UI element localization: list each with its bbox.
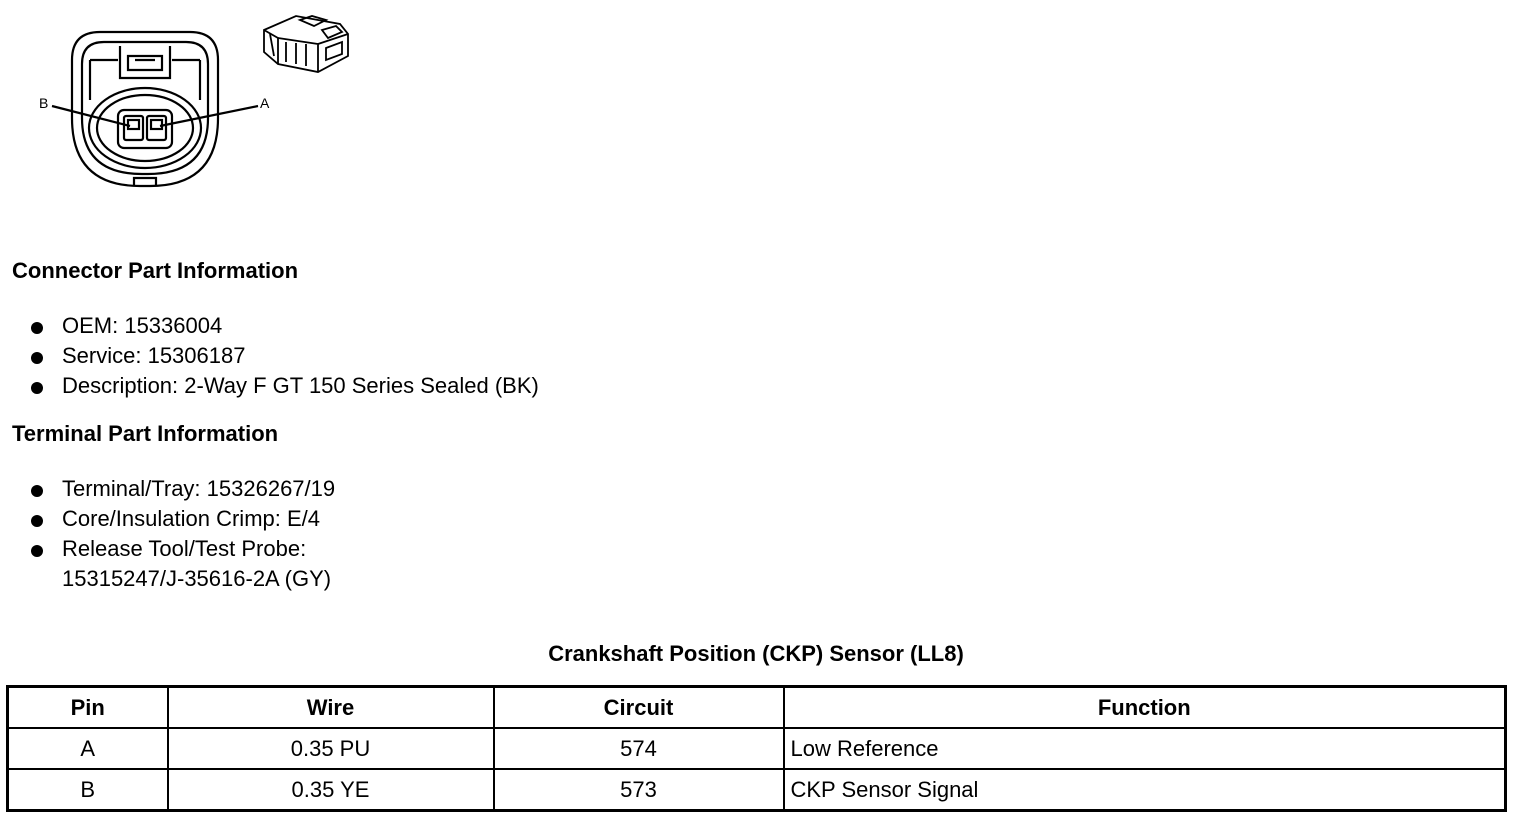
column-header-pin: Pin: [8, 687, 168, 729]
cell-function: Low Reference: [784, 728, 1506, 769]
table-row: [8, 769, 1506, 811]
pin-table-title: Crankshaft Position (CKP) Sensor (LL8): [548, 641, 964, 666]
cell-circuit: 574: [494, 728, 784, 769]
cell-pin: B: [8, 769, 168, 811]
terminal-part-heading: Terminal Part Information: [12, 421, 279, 446]
list-item: Core/Insulation Crimp: E/4: [0, 504, 335, 534]
table-row: [8, 728, 1506, 769]
pin-label-b: B: [39, 95, 49, 111]
bullet-icon: [31, 485, 43, 497]
column-header-wire: Wire: [168, 687, 494, 729]
bullet-icon: [31, 545, 43, 557]
list-item: Release Tool/Test Probe: 15315247/J-35616-2A (GY): [0, 534, 335, 594]
list-item: Terminal/Tray: 15326267/19: [0, 474, 335, 504]
pin-label-a: A: [260, 95, 270, 111]
cell-pin: A: [8, 728, 168, 769]
list-item: OEM: 15336004: [0, 311, 539, 341]
bullet-icon: [31, 382, 43, 394]
connector-face-diagram: [30, 8, 280, 193]
bullet-icon: [31, 515, 43, 527]
pin-table: [6, 685, 1507, 812]
cell-function: CKP Sensor Signal: [784, 769, 1506, 811]
list-item: Service: 15306187: [0, 341, 539, 371]
cell-circuit: 573: [494, 769, 784, 811]
connector-part-heading: Connector Part Information: [12, 258, 299, 283]
cell-wire: 0.35 PU: [168, 728, 494, 769]
terminal-part-list: [0, 474, 335, 594]
bullet-icon: [31, 322, 43, 334]
connector-part-list: [0, 311, 539, 401]
column-header-function: Function: [784, 687, 1506, 729]
column-header-circuit: Circuit: [494, 687, 784, 729]
bullet-icon: [31, 352, 43, 364]
table-header-row: [8, 687, 1506, 729]
list-item: Description: 2-Way F GT 150 Series Sealed (BK): [0, 371, 539, 401]
connector-isometric-diagram: [256, 12, 356, 80]
cell-wire: 0.35 YE: [168, 769, 494, 811]
